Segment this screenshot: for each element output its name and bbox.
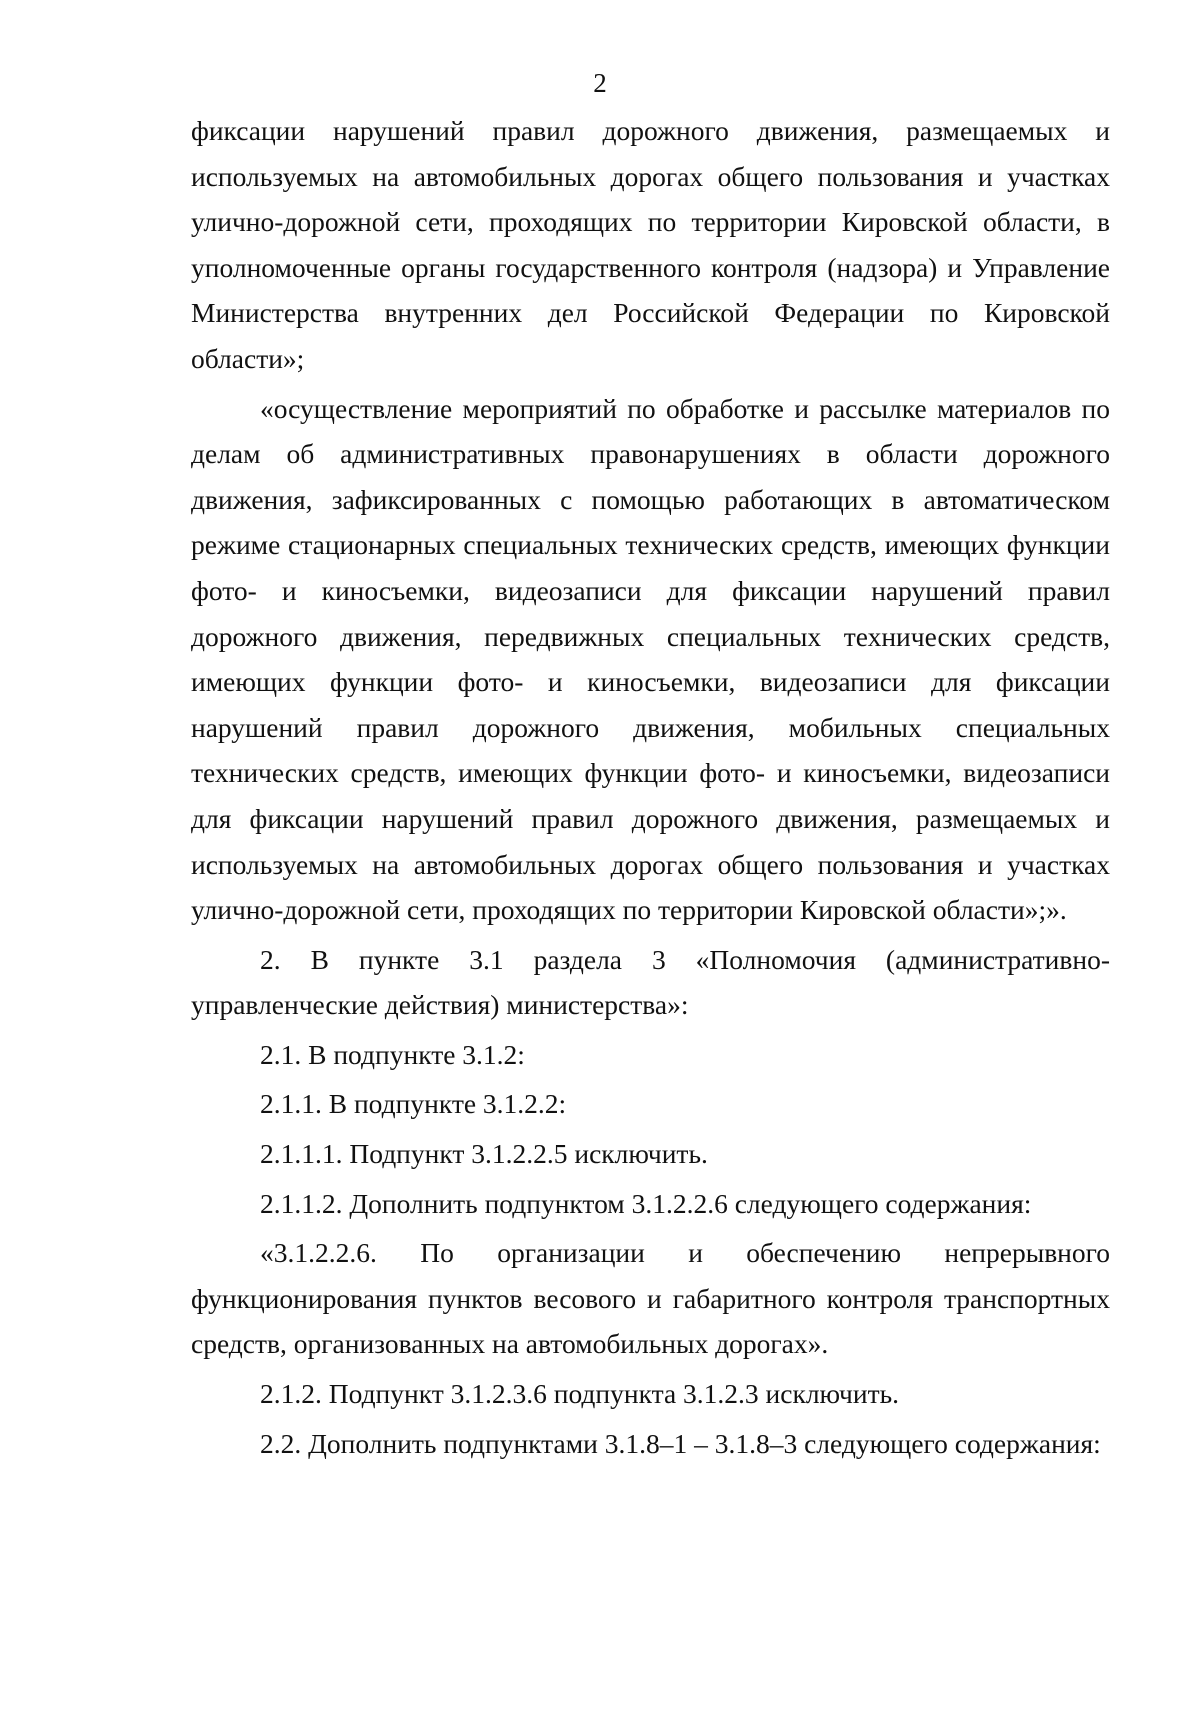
paragraph-5: 2.1.1. В подпункте 3.1.2.2: <box>260 1088 567 1120</box>
paragraph-3: 2. В пункте 3.1 раздела 3 «Полномочия (административно-управленческие действия) министерства»: <box>191 943 1110 1021</box>
paragraph-4: 2.1. В подпункте 3.1.2: <box>260 1038 525 1070</box>
page-number: 2 <box>593 68 607 98</box>
paragraph-10: 2.2. Дополнить подпунктами 3.1.8–1 – 3.1.8–3 следующего содержания: <box>260 1427 1101 1459</box>
paragraph-6: 2.1.1.1. Подпункт 3.1.2.2.5 исключить. <box>260 1138 708 1170</box>
paragraph-8: «3.1.2.2.6. По организации и обеспечению непрерывного функционирования пунктов весового и габаритного контроля транспортных средств, организованных на автомобильных дорогах». <box>191 1237 1110 1360</box>
paragraph-9: 2.1.2. Подпункт 3.1.2.3.6 подпункта 3.1.2.3 исключить. <box>260 1378 900 1410</box>
paragraph-2: «осуществление мероприятий по обработке и рассылке материалов по делам об административных правонарушениях в области дорожного движения, зафиксированных с помощью работающих в автоматическом режиме стационарных специальных технических средств, имеющих функции фото- и киносъемки, видеозаписи для фиксации нарушений правил дорожного движения, передвижных специальных технических средств, имеющих функции фото- и киносъемки, видеозаписи для фиксации нарушений правил дорожного движения, мобильных специальных технических средств, имеющих функции фото- и киносъемки, видеозаписи для фиксации нарушений правил дорожного движения, размещаемых и используемых на автомобильных дорогах общего пользования и участках улично-дорожной сети, проходящих по территории Кировской области»;». <box>191 392 1110 926</box>
paragraph-7: 2.1.1.2. Дополнить подпунктом 3.1.2.2.6 следующего содержания: <box>260 1187 1032 1219</box>
paragraph-1: фиксации нарушений правил дорожного движения, размещаемых и используемых на автомобильных дорогах общего пользования и участках улично-дорожной сети, проходящих по территории Кировской области, в уполномоченные органы государственного контроля (надзора) и Управление Министерства внутренних дел Российской Федерации по Кировской области»; <box>191 115 1110 374</box>
document-body <box>191 108 1110 1466</box>
